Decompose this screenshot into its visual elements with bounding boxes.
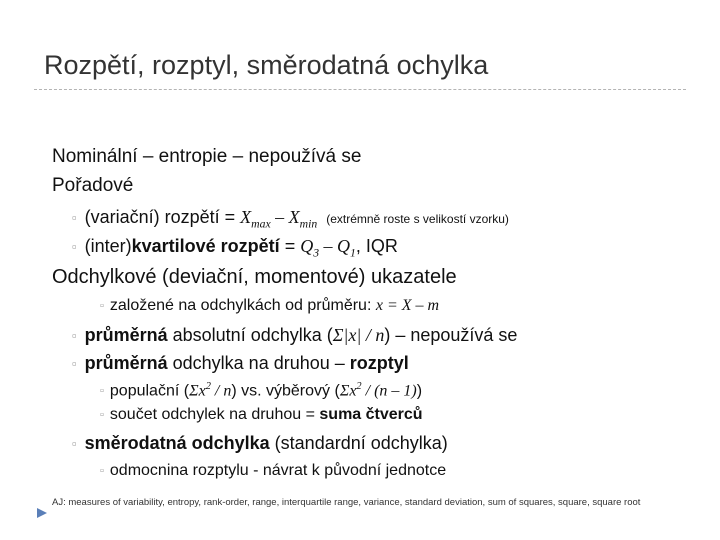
line-based-on: ▫ založené na odchylkách od průměru: x = X – m bbox=[100, 297, 440, 314]
line-range: ▫ (variační) rozpětí = $X_{max} - X_{min}$ (extrémně roste s velikostí vzorku) bbox=[72, 207, 509, 231]
bullet-icon: ▫ bbox=[72, 210, 77, 225]
line-ordinal bbox=[52, 175, 133, 197]
bullet-icon: ▫ bbox=[72, 239, 77, 254]
bullet-icon: ▫ bbox=[100, 465, 104, 477]
bullet-icon: ▫ bbox=[100, 409, 104, 421]
slide-title: Rozpětí, rozptyl, směrodatná ochylka bbox=[44, 50, 489, 80]
bullet-icon: ▫ bbox=[100, 385, 104, 398]
ordinal-text: Pořadové bbox=[52, 175, 134, 196]
bullet-icon: ▫ bbox=[72, 328, 77, 343]
nav-arrow-icon[interactable] bbox=[36, 506, 48, 524]
nominal-text: Nominální – entropie – nepoužívá se bbox=[52, 146, 362, 167]
footnote: AJ: measures of variability, entropy, rank-order, range, interquartile range, variance, standard deviation, sum of squares, square, square root bbox=[52, 497, 641, 508]
line-msd: ▫ průměrná odchylka na druhou – rozptyl bbox=[72, 353, 409, 373]
bullet-icon: ▫ bbox=[72, 436, 77, 451]
bullet-icon: ▫ bbox=[100, 300, 104, 312]
line-sum-squares: ▫ součet odchylek na druhou = suma čtverců bbox=[100, 406, 423, 423]
line-sd: ▫ směrodatná odchylka (standardní odchylka) bbox=[72, 433, 448, 453]
range-note: (extrémně roste s velikostí vzorku) bbox=[326, 212, 509, 226]
bullet-icon: ▫ bbox=[72, 356, 77, 371]
line-mad: ▫ průměrná absolutní odchylka (Σ|x| / n) – nepoužívá se bbox=[72, 325, 518, 345]
line-sqrt: ▫ odmocnina rozptylu - návrat k původní jednotce bbox=[100, 462, 447, 479]
line-nominal bbox=[52, 146, 361, 168]
line-population: ▫ populační $(\Sigma x^2 / n)$ vs. výběrový $(\Sigma x^2 / (n - 1))$ bbox=[100, 381, 423, 400]
line-deviation-heading: Odchylkové (deviační, momentové) ukazatele bbox=[52, 266, 457, 288]
line-iqr: ▫ (inter)kvartilové rozpětí = $Q_3 - Q_1$, IQR bbox=[72, 236, 398, 260]
title-divider bbox=[34, 89, 686, 90]
